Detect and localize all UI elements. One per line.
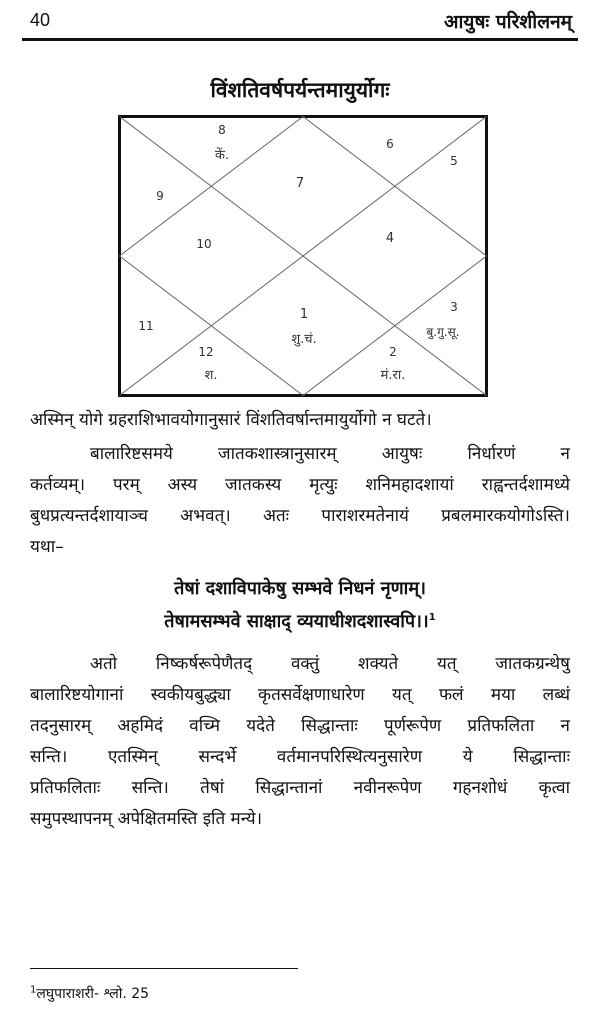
- verse-footnote-marker: 1: [428, 612, 436, 623]
- verse-line-1-text: तेषां दशाविपाकेषु सम्भवे निधनं नृणाम्।: [174, 578, 426, 599]
- house-7-number: 7: [295, 176, 305, 191]
- house-5-number: 5: [450, 154, 458, 168]
- house-12-planets: श.: [204, 368, 218, 383]
- paragraph-2-line-4: सन्ति। एतस्मिन् सन्दर्भे वर्तमानपरिस्थित्यनुसारेण ये सिद्धान्ताः: [30, 747, 570, 767]
- house-3-number: 3: [450, 300, 458, 314]
- house-3-planets: बु.गु.सू.: [426, 325, 460, 339]
- paragraph-2: [30, 649, 570, 835]
- paragraph-1-line-1: बालारिष्टसमये जातकशास्त्रानुसारम् आयुषः निर्धारणं न: [90, 444, 570, 464]
- chart-remark: [30, 405, 570, 436]
- house-10-number: 10: [196, 237, 212, 251]
- house-8-number: 8: [218, 123, 226, 137]
- paragraph-2-line-6: समुपस्थापनम् अपेक्षितमस्ति इति मन्ये।: [30, 809, 263, 829]
- page-number: 40: [30, 10, 51, 30]
- paragraph-2-line-2: बालारिष्टयोगानां स्वकीयबुद्ध्या कृतसर्वेक्षणाधारेण यत् फलं मया लब्धं: [30, 685, 570, 705]
- running-head: आयुषः परिशीलनम्: [444, 11, 572, 33]
- house-2-number: 2: [389, 345, 397, 359]
- chart-remark-text: अस्मिन् योगे ग्रहराशिभावयोगानुसारं विंशतिवर्षान्तमायुर्योगो न घटते।: [30, 410, 432, 430]
- horoscope-chart: [118, 115, 488, 397]
- house-1-planets: शु.चं.: [291, 332, 317, 347]
- paragraph-2-line-5: प्रतिफलिताः सन्ति। तेषां सिद्धान्तानां नवीनरूपेण गहनशोधं कृत्वा: [30, 778, 570, 798]
- horoscope-grid: [118, 115, 488, 397]
- paragraph-1: [30, 439, 570, 563]
- footnote-rule: [30, 968, 298, 969]
- house-12-number: 12: [198, 345, 214, 359]
- house-2-planets: मं.रा.: [380, 368, 406, 383]
- paragraph-2-line-3: तदनुसारम् अहमिदं वच्मि यदेते सिद्धान्ताः पूर्णरूपेण प्रतिफलिता न: [30, 716, 570, 736]
- house-8-planets: कें.: [214, 148, 230, 163]
- house-6-number: 6: [386, 137, 394, 151]
- verse-line-2-text: तेषामसम्भवे साक्षाद् व्ययाधीशदशास्वपि।।: [164, 611, 429, 632]
- house-1-number: 1: [299, 307, 309, 322]
- paragraph-2-line-1: अतो निष्कर्षरूपेणैतद् वक्तुं शक्यते यत् जातकग्रन्थेषु: [90, 654, 570, 674]
- house-9-number: 9: [156, 189, 164, 203]
- house-11-number: 11: [138, 319, 154, 333]
- verse-line-1: [0, 576, 600, 600]
- page-header: [0, 0, 600, 44]
- header-rule: [22, 38, 578, 41]
- footnote-marker: 1: [30, 984, 37, 996]
- house-4-number: 4: [385, 231, 395, 246]
- footnote: [30, 984, 149, 1003]
- paragraph-1-line-3: बुधप्रत्यन्तर्दशायाञ्च अभवत्। अतः पाराशरमतेनायं प्रबलमारकयोगोऽस्ति।: [30, 506, 570, 526]
- verse-line-2: [0, 609, 600, 633]
- paragraph-1-line-4: यथा–: [30, 537, 64, 557]
- paragraph-1-line-2: कर्तव्यम्। परम् अस्य जातकस्य मृत्युः शनिमहादशायां राह्वन्तर्दशामध्ये: [30, 475, 570, 495]
- chart-title: विंशतिवर्षपर्यन्तमायुर्योगः: [210, 78, 390, 102]
- footnote-text: लघुपाराशरी- श्लो. 25: [36, 986, 150, 1002]
